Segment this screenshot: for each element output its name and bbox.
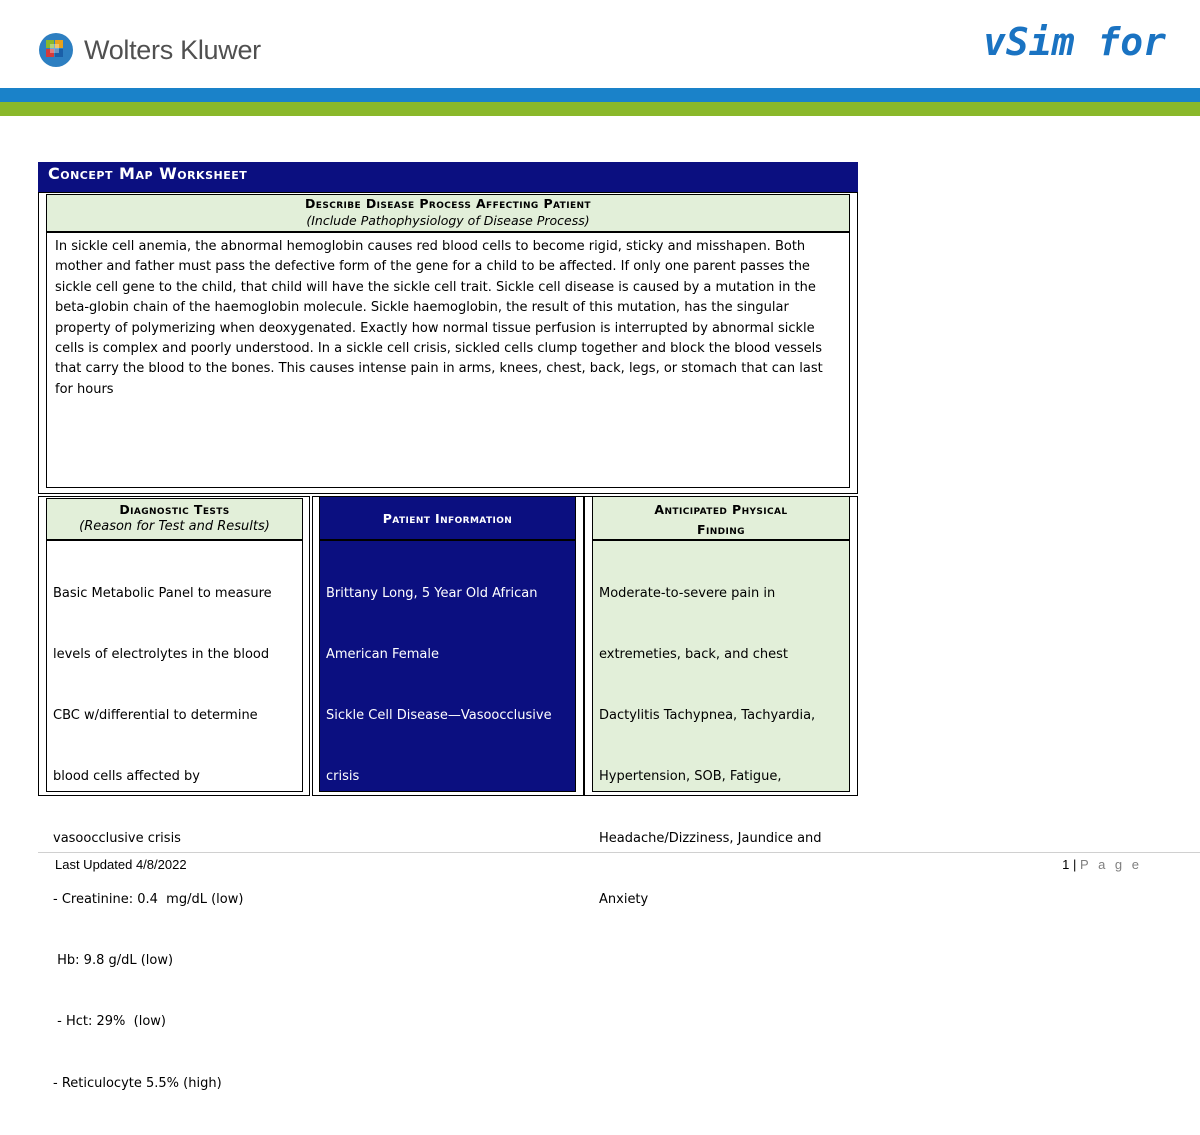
physical-line: Hypertension, SOB, Fatigue,: [599, 769, 782, 785]
patient-line: Sickle Cell Disease—Vasoocclusive: [326, 708, 552, 724]
brand-name: Wolters Kluwer: [84, 34, 261, 65]
diagnostic-line: levels of electrolytes in the blood: [53, 647, 270, 663]
page-indicator: [1062, 857, 1142, 872]
physical-line: Dactylitis Tachypnea, Tachyardia,: [599, 708, 816, 724]
page-label: P a g e: [1080, 857, 1142, 872]
patient-line: Full Code: [326, 953, 390, 969]
physical-finding-heading-line2: Finding: [697, 522, 745, 537]
page-number: 1: [1062, 857, 1070, 872]
physical-finding-heading-line1: Anticipated Physical: [654, 502, 788, 517]
patient-information-list: [319, 540, 576, 1030]
disease-process-text: In sickle cell anemia, the abnormal hemoglobin causes red blood cells to become rigid, sticky and misshapen. Both mother and father must pass the defective form of the gene for a child to be affected. If only one parent passes the sickle cell gene to the child, that child will have the sickle cell trait. Sickle cell disease is caused by a mutation in the beta-globin chain of the haemoglobin molecule. Sickle haemoglobin, the result of this mutation, has the singular property of polymerizing when deoxygenated. Exactly how normal tissue perfusion is interrupted by abnormal sickle cells is complex and poorly understood. In a sickle cell crisis, sickled cells clump together and block the blood vessels that carry the blood to the bones. This causes intense pain in arms, knees, chest, back, legs, or stomach that can last for hours: [46, 232, 850, 488]
patient-information-heading: Patient Information: [382, 511, 513, 526]
last-updated: Last Updated 4/8/2022: [55, 857, 187, 872]
product-title: vSim for: [982, 20, 1166, 64]
header-blue-bar: [0, 88, 1200, 102]
diagnostic-line: - Creatinine: 0.4 mg/dL (low): [53, 891, 244, 907]
patient-line: Height: 116 cm: [326, 830, 431, 846]
patient-line: American Female: [326, 647, 440, 663]
disease-process-heading: Describe Disease Process Affecting Patient: [305, 196, 591, 211]
diagnostic-line: - Reticulocyte 5.5% (high): [53, 1075, 222, 1091]
physical-line: Anxiety: [599, 891, 649, 907]
diagnostic-line: blood cells affected by: [53, 769, 200, 785]
patient-line: Weight: 16 kg: [326, 891, 421, 907]
physical-line: Moderate-to-severe pain in: [599, 585, 776, 601]
diagnostic-line: vasoocclusive crisis: [53, 830, 181, 846]
patient-line: Brittany Long, 5 Year Old African: [326, 585, 538, 601]
disease-process-header: [46, 194, 850, 232]
diagnostic-tests-heading: Diagnostic Tests: [119, 502, 230, 517]
page-separator: |: [1073, 857, 1077, 872]
patient-line: crisis: [326, 769, 360, 785]
physical-finding-header: [592, 496, 850, 540]
header-green-bar: [0, 102, 1200, 116]
diagnostic-tests-header: [46, 498, 303, 540]
physical-line: Headache/Dizziness, Jaundice and: [599, 830, 822, 846]
worksheet-title-bar: [38, 162, 858, 192]
wolters-kluwer-logo: [38, 30, 261, 70]
footer-divider: [38, 852, 1200, 853]
wolters-kluwer-globe-icon: [38, 32, 74, 68]
worksheet-title: Concept Map Worksheet: [48, 164, 248, 183]
disease-process-subheading: (Include Pathophysiology of Disease Process): [306, 213, 590, 228]
diagnostic-line: Hb: 9.8 g/dL (low): [53, 953, 174, 969]
diagnostic-line: CBC w/differential to determine: [53, 708, 258, 724]
diagnostic-tests-subheading: (Reason for Test and Results): [79, 519, 270, 534]
diagnostic-line: - Hct: 29% (low): [53, 1014, 166, 1030]
patient-information-header: [319, 496, 576, 540]
diagnostic-line: Basic Metabolic Panel to measure: [53, 585, 272, 601]
physical-line: extremeties, back, and chest: [599, 647, 789, 663]
physical-finding-list: [592, 540, 850, 907]
patient-line: Standard Precautions NKA: [326, 1014, 501, 1030]
